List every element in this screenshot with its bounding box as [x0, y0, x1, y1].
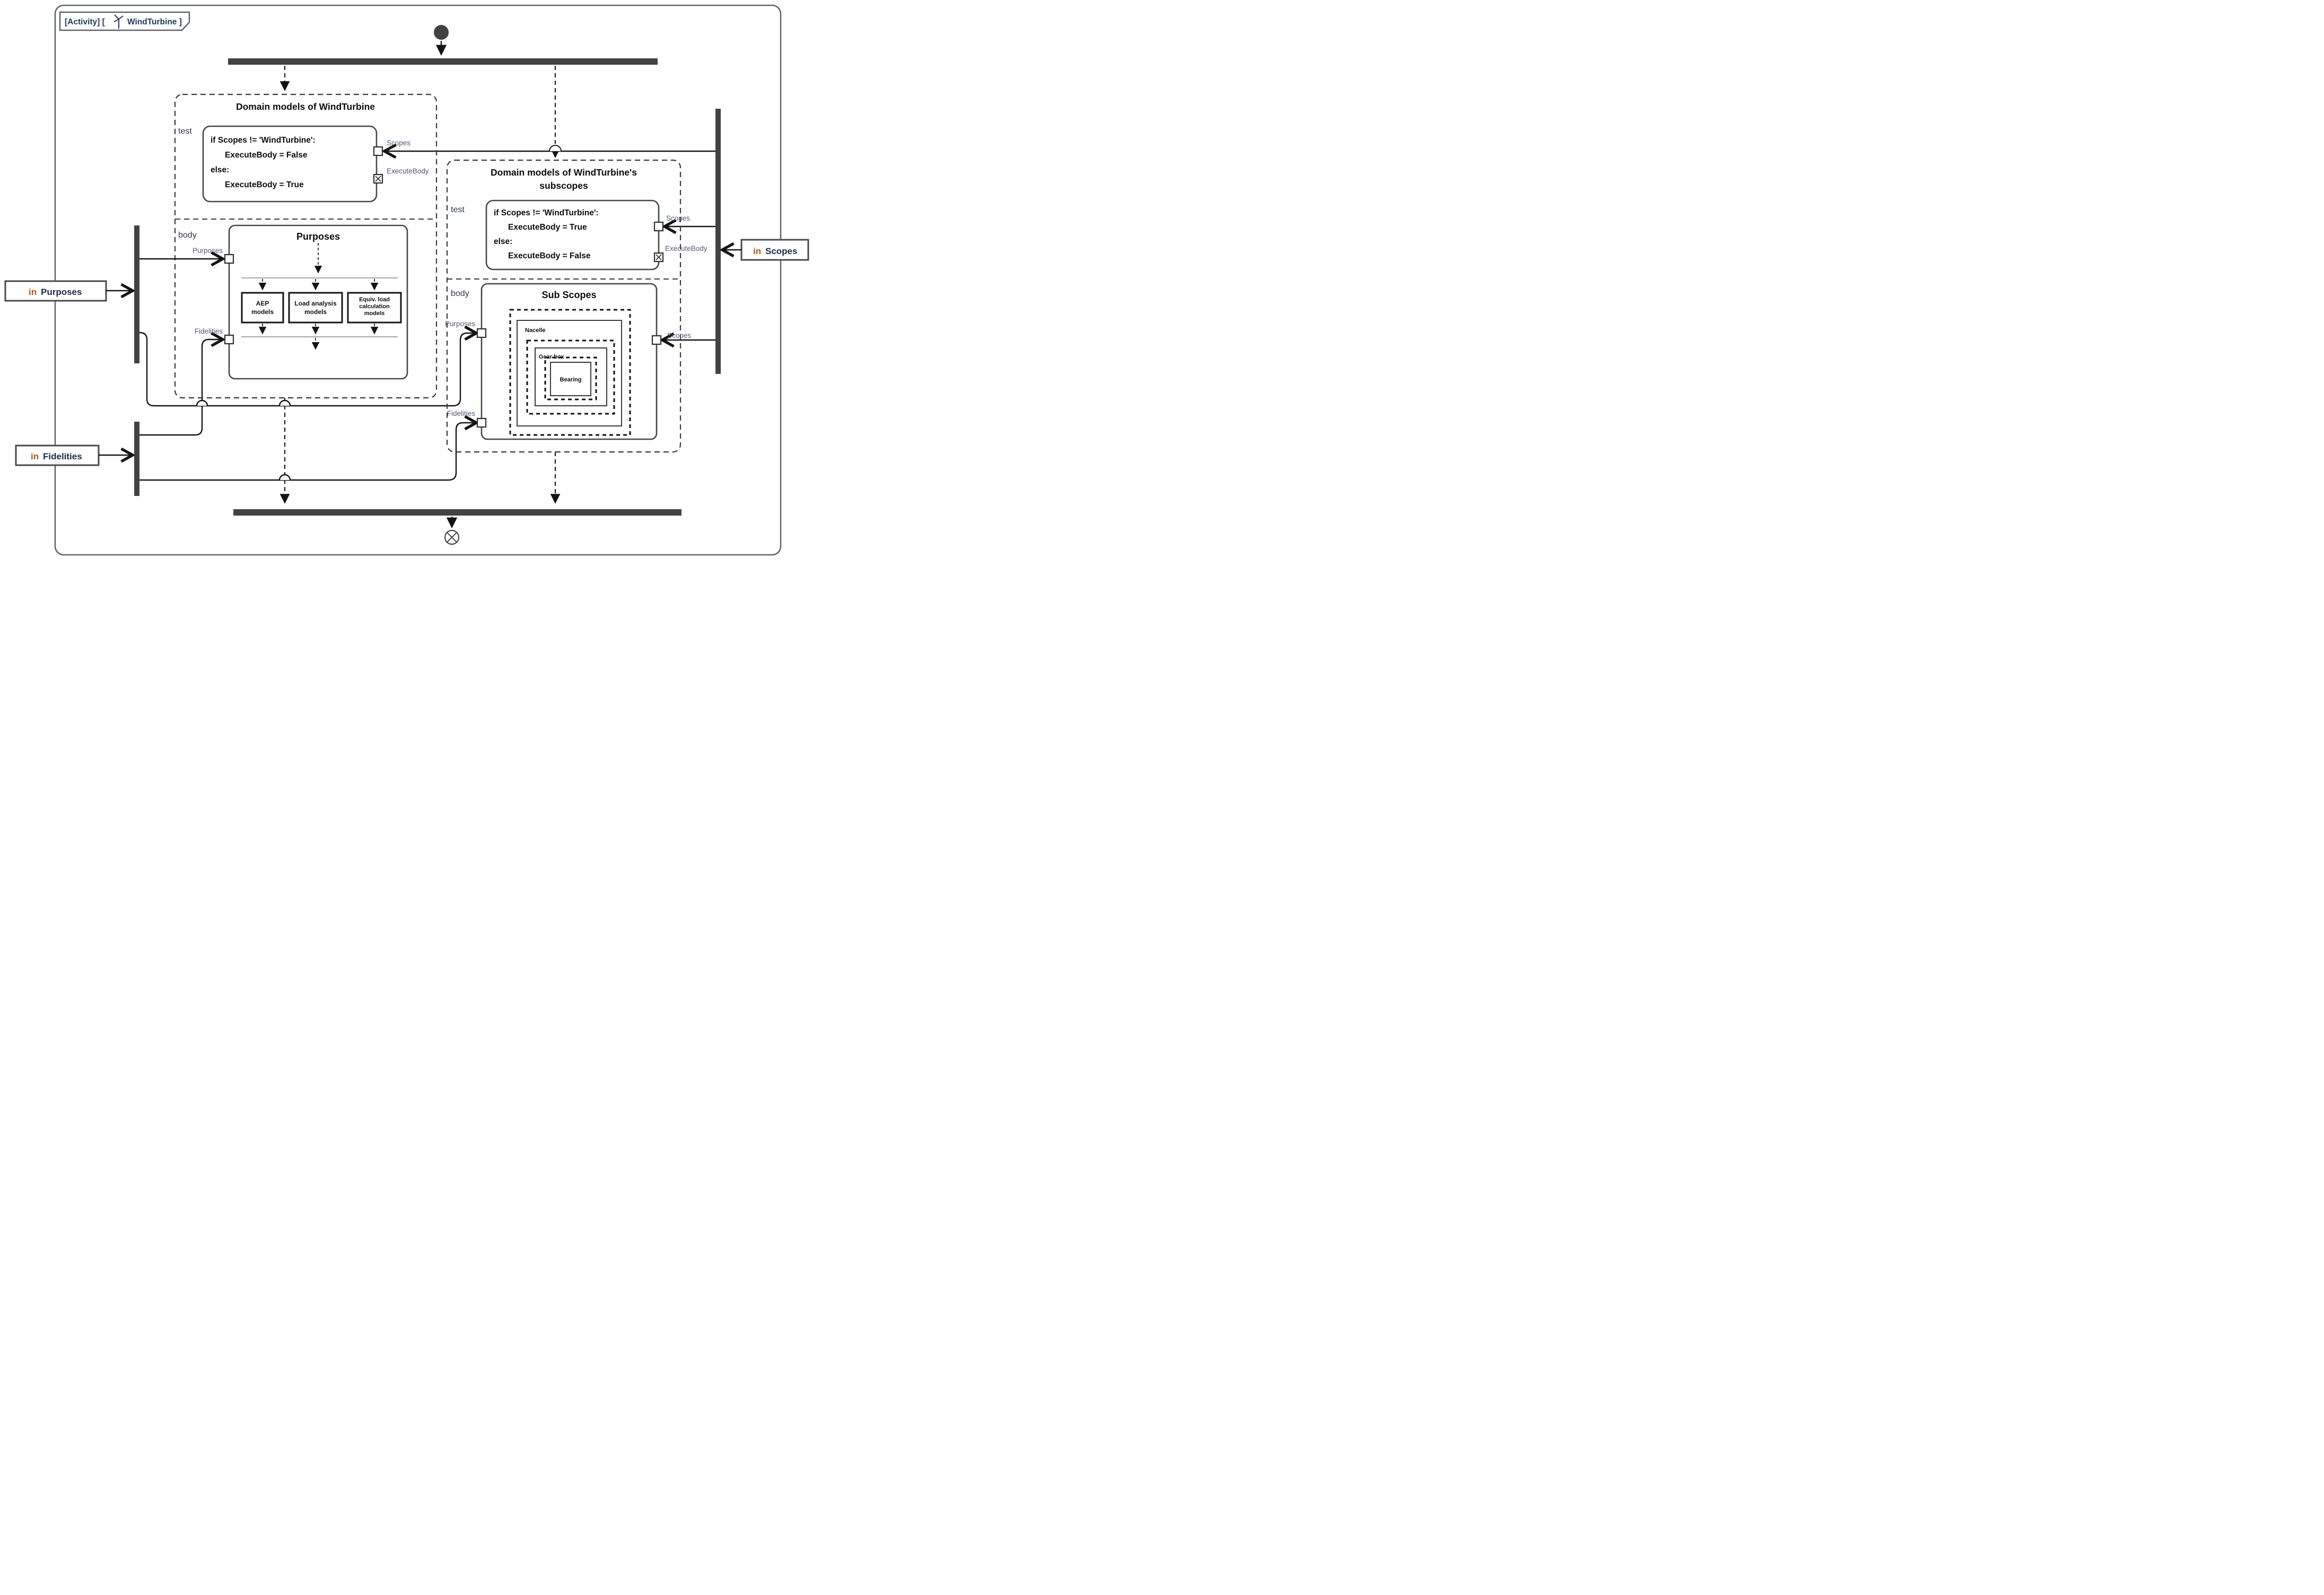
param-fidelities-name: Fidelities	[43, 451, 82, 461]
purposes-action-purposes-port[interactable]	[225, 255, 233, 263]
tab-activity-label: [Activity] [	[65, 18, 105, 27]
region1-code-line3: else:	[211, 165, 230, 175]
svg-text:models: models	[251, 308, 274, 316]
region1-test-label: test	[178, 127, 192, 136]
param-scopes-keyword: in	[753, 246, 762, 256]
wire-hop-1	[197, 400, 207, 406]
region1-code-line4: ExecuteBody = True	[225, 180, 304, 189]
purposes-action-purposes-port-label: Purposes	[192, 247, 223, 255]
aep-models-box[interactable]	[242, 293, 283, 323]
subscopes-purposes-port[interactable]	[477, 329, 486, 337]
svg-text:calculation: calculation	[359, 303, 390, 310]
svg-text:Nacelle: Nacelle	[525, 327, 546, 334]
region2-executebody-port[interactable]	[654, 253, 663, 262]
region1-scopes-port-label: Scopes	[387, 139, 411, 147]
subscopes-action-title: Sub Scopes	[541, 290, 597, 300]
region-domain-models-subscopes[interactable]	[445, 160, 707, 452]
param-scopes-name: Scopes	[765, 246, 798, 256]
initial-node[interactable]	[434, 25, 449, 40]
fork-bar-purposes[interactable]	[134, 225, 139, 363]
region2-title-line2: subscopes	[539, 180, 588, 191]
subscopes-scopes-port-label: Scopes	[667, 332, 692, 339]
svg-text:Gear box: Gear box	[539, 354, 564, 360]
subscopes-scopes-port[interactable]	[652, 336, 661, 344]
fork-bar-fidelities[interactable]	[134, 422, 139, 496]
region2-code-line4: ExecuteBody = False	[508, 251, 591, 260]
param-purposes-name: Purposes	[41, 287, 82, 297]
tab-diagram-name: WindTurbine ]	[127, 18, 182, 27]
region1-body-label: body	[178, 231, 197, 240]
svg-text:Load analysis: Load analysis	[294, 300, 337, 307]
subscopes-fidelities-port[interactable]	[477, 419, 486, 427]
purposes-action[interactable]	[193, 225, 407, 379]
region2-code-line3: else:	[494, 237, 513, 246]
region1-code-line1: if Scopes != 'WindTurbine':	[211, 136, 316, 145]
purposes-action-fidelities-port-label: Fidelities	[194, 327, 223, 335]
join-bar-bottom[interactable]	[233, 509, 682, 516]
fork-bar-scopes[interactable]	[715, 109, 721, 374]
param-fidelities-keyword: in	[31, 451, 39, 461]
svg-text:AEP: AEP	[256, 300, 269, 307]
equiv-load-models-box[interactable]	[348, 293, 401, 323]
svg-text:models: models	[364, 310, 385, 317]
load-analysis-models-box[interactable]	[289, 293, 342, 323]
wire-hop-3	[279, 475, 290, 480]
fork-bar-top[interactable]	[228, 58, 658, 65]
subscopes-action[interactable]	[445, 284, 691, 439]
param-in-purposes[interactable]	[5, 281, 106, 301]
region2-test-script-box[interactable]	[486, 201, 707, 269]
region1-test-script-box[interactable]	[203, 126, 429, 202]
region1-code-line2: ExecuteBody = False	[225, 151, 308, 160]
activity-frame	[55, 5, 781, 555]
wire-fidelities-to-purposes-action	[139, 339, 222, 435]
subscopes-purposes-port-label: Purposes	[444, 320, 475, 328]
region2-executebody-port-label: ExecuteBody	[665, 245, 707, 252]
param-in-scopes[interactable]	[741, 240, 808, 260]
subscopes-fidelities-port-label: Fidelities	[447, 409, 475, 417]
region2-code-line2: ExecuteBody = True	[508, 223, 587, 232]
flow-hop-over-scopes-wire	[549, 145, 561, 151]
purposes-action-title: Purposes	[296, 231, 340, 242]
flow-final-node[interactable]	[445, 530, 459, 544]
region-domain-models-windturbine[interactable]	[175, 94, 436, 398]
svg-text:models: models	[304, 308, 327, 316]
svg-text:Equiv. load: Equiv. load	[359, 297, 390, 303]
region2-title-line1: Domain models of WindTurbine's	[491, 167, 637, 178]
region1-executebody-port[interactable]	[374, 175, 382, 183]
wire-fidelities-to-subscopes	[139, 423, 476, 480]
purposes-action-fidelities-port[interactable]	[225, 335, 233, 344]
wire-hop-2	[279, 400, 290, 406]
region1-scopes-port[interactable]	[374, 147, 382, 155]
region2-test-label: test	[451, 205, 465, 214]
param-in-fidelities[interactable]	[16, 446, 99, 465]
region2-scopes-port-label: Scopes	[666, 214, 691, 222]
svg-text:Bearing: Bearing	[560, 377, 582, 383]
region2-scopes-port[interactable]	[654, 222, 663, 231]
param-purposes-keyword: in	[29, 287, 37, 297]
activity-diagram-canvas	[0, 0, 820, 569]
region1-executebody-port-label: ExecuteBody	[387, 167, 429, 175]
region1-title: Domain models of WindTurbine	[235, 101, 375, 112]
region2-body-label: body	[451, 289, 469, 298]
region2-code-line1: if Scopes != 'WindTurbine':	[494, 208, 599, 217]
